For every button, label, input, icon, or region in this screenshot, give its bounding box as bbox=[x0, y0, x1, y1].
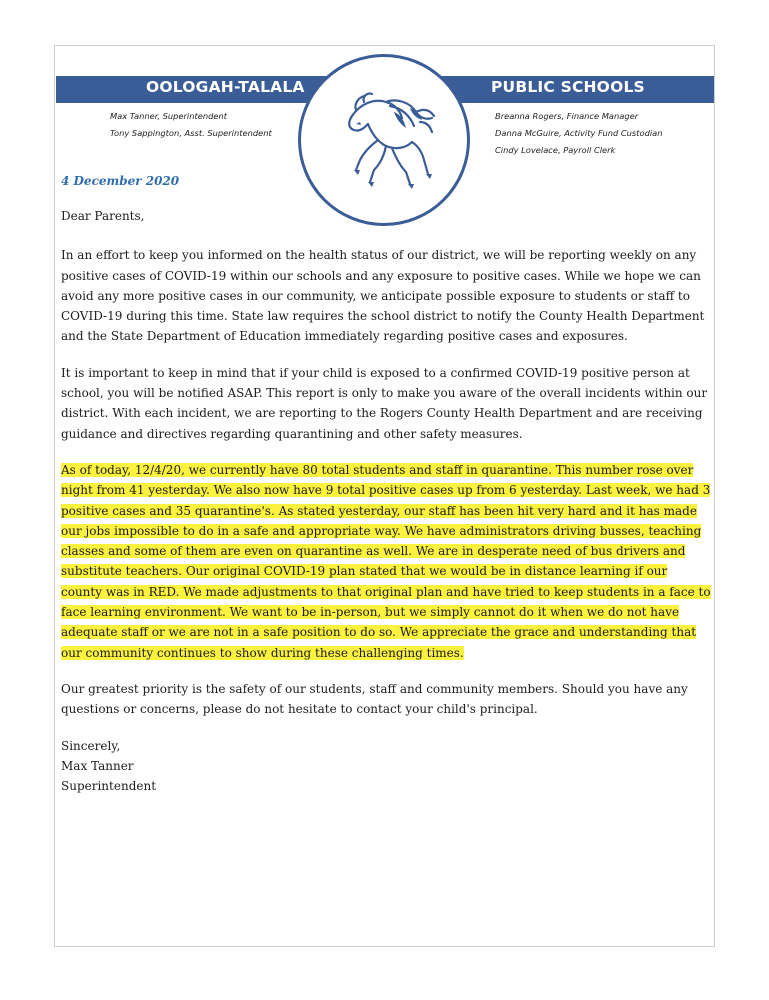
paragraph-reporting: In an effort to keep you informed on the health status of our district, we will be reporting weekly on any positive cases of COVID-19 within our schools and any exposure to positive cases. While we hope we can avoid any more positive cases in our community, we anticipate possible exposure to students or staff to COVID-19 during this time. State law requires the school district to notify the County Health Department and the State Department of Education immediately regarding positive cases and exposures. bbox=[61, 248, 705, 344]
signer-name: Max Tanner bbox=[61, 758, 134, 773]
paragraph-notification: It is important to keep in mind that if your child is exposed to a confirmed COVID-19 positive person at school, you will be notified ASAP. This report is only to make you aware of the overall incidents within our district. With each incident, we are reporting to the Rogers County Health Department and are receiving guidance and directives regarding quarantining and other safety measures. bbox=[61, 365, 708, 441]
staff-activity-fund-custodian: Danna McGuire, Activity Fund Custodian bbox=[495, 128, 663, 138]
greeting: Dear Parents, bbox=[61, 209, 145, 223]
letter-body bbox=[61, 206, 711, 796]
public-schools-title: PUBLIC SCHOOLS bbox=[491, 78, 645, 96]
staff-payroll-clerk: Cindy Lovelace, Payroll Clerk bbox=[495, 145, 616, 155]
signer-title: Superintendent bbox=[61, 779, 157, 794]
closing: Sincerely, bbox=[61, 738, 121, 753]
letter-date: 4 December 2020 bbox=[61, 174, 180, 188]
paragraph-priority: Our greatest priority is the safety of our students, staff and community members. Should you have any questions or concerns, please do not hesitate to contact your child's principal. bbox=[61, 681, 688, 717]
highlighted-update-text: As of today, 12/4/20, we currently have 80 total students and staff in quarantine. This number rose over night from 41 yesterday. We also now have 9 total positive cases up from 6 yesterday. Last week, we had 3 positive cases and 35 quarantine's. As stated yesterday, our staff has been hit very hard and it has made our jobs impossible to do in a safe and appropriate way. We have administrators driving busses, teaching classes and some of them are even on quarantine as well. We are in desperate need of bus drivers and substitute teachers. Our original COVID-19 plan stated that we would be in distance learning if our county was in RED. We made adjustments to that original plan and have tried to keep students in a face to face learning environment. We want to be in-person, but we simply cannot do it when we do not have adequate staff or we are not in a safe position to do so. We appreciate the grace and understanding that our community continues to show during these challenging times. bbox=[61, 462, 711, 660]
staff-superintendent: Max Tanner, Superintendent bbox=[110, 111, 227, 121]
mustang-horse-icon bbox=[330, 88, 438, 198]
paragraph-quarantine-update bbox=[61, 460, 711, 663]
district-name-title: OOLOGAH-TALALA bbox=[146, 78, 305, 96]
right-staff-list bbox=[495, 108, 663, 159]
left-staff-list bbox=[110, 108, 272, 142]
staff-finance-manager: Breanna Rogers, Finance Manager bbox=[495, 111, 639, 121]
staff-asst-superintendent: Tony Sappington, Asst. Superintendent bbox=[110, 128, 272, 138]
signature-block bbox=[61, 736, 711, 797]
